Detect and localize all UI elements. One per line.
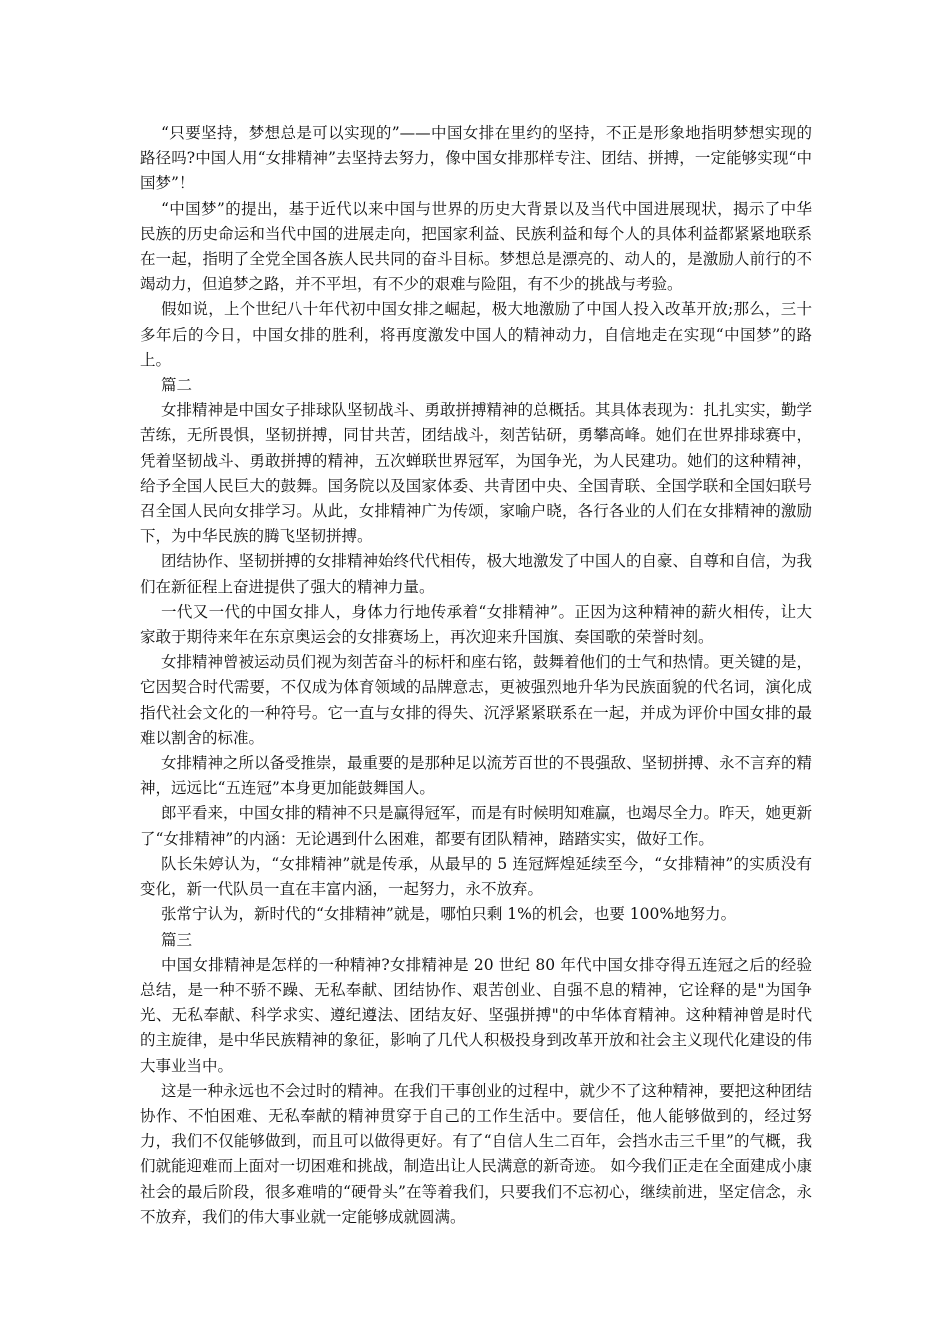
paragraph: 队长朱婷认为，“女排精神”就是传承，从最早的 5 连冠辉煌延续至今，“女排精神”的实质没有变化，新一代队员一直在丰富内涵，一起努力，永不放弃。 (140, 854, 812, 899)
paragraph: 团结协作、坚韧拼搏的女排精神始终代代相传，极大地激发了中国人的自豪、自尊和自信，为我们在新征程上奋进提供了强大的精神力量。 (140, 552, 813, 596)
document-body (140, 121, 812, 1230)
paragraph: “中国梦”的提出，基于近代以来中国与世界的历史大背景以及当代中国进展现状，揭示了中华民族的历史命运和当代中国的进展走向，把国家利益、民族利益和每个人的具体利益都紧紧地联系在一起，指明了全党全国各族人民共同的奋斗目标。梦想总是漂亮的、动人的，是激励人前行的不竭动力，但追梦之路，并不平坦，有不少的艰难与险阻，有不少的挑战与考验。 (140, 199, 812, 294)
paragraph: 张常宁认为，新时代的“女排精神”就是，哪怕只剩 1%的机会，也要 100%地努力。 (161, 905, 737, 924)
paragraph: 中国女排精神是怎样的一种精神?女排精神是 20 世纪 80 年代中国女排夺得五连冠之后的经验总结，是一种不骄不躁、无私奉献、团结协作、艰苦创业、自强不息的精神，它诠释的是"为国争光、无私奉献、科学求实、遵纪遵法、团结友好、坚强拼搏"的中华体育精神。这种精神曾是时代的主旋律，是中华民族精神的象征，影响了几代人积极投身到改革开放和社会主义现代化建设的伟大事业当中。 (140, 955, 812, 1075)
paragraph: “只要坚持，梦想总是可以实现的”——中国女排在里约的坚持，不正是形象地指明梦想实现的路径吗?中国人用“女排精神”去坚持去努力，像中国女排那样专注、团结、拼搏，一定能够实现“中国梦”！ (140, 124, 812, 193)
section-heading: 篇二 (161, 376, 193, 395)
paragraph: 郎平看来，中国女排的精神不只是赢得冠军，而是有时候明知难赢，也竭尽全力。昨天，她更新了“女排精神”的内涵：无论遇到什么困难，都要有团队精神，踏踏实实，做好工作。 (140, 804, 813, 848)
paragraph: 一代又一代的中国女排人，身体力行地传承着“女排精神”。正因为这种精神的薪火相传，让大家敢于期待来年在东京奥运会的女排赛场上，再次迎来升国旗、奏国歌的荣誉时刻。 (140, 602, 812, 647)
paragraph: 这是一种永远也不会过时的精神。在我们干事创业的过程中，就少不了这种精神，要把这种团结协作、不怕困难、无私奉献的精神贯穿于自己的工作生活中。要信任，他人能够做到的，经过努力，我们不仅能够做到，而且可以做得更好。有了“自信人生二百年，会挡水击三千里”的气概，我们就能迎难而上面对一切困难和挑战，制造出让人民满意的新奇迹。 如今我们正走在全面建成小康社会的最后阶段，很多难啃的“硬骨头”在等着我们，只要我们不忘初心，继续前进，坚定信念，永不放弃，我们的伟大事业就一定能够成就圆满。 (140, 1081, 813, 1226)
section-heading: 篇三 (161, 930, 193, 949)
paragraph: 女排精神曾被运动员们视为刻苦奋斗的标杆和座右铭，鼓舞着他们的士气和热情。更关键的是，它因契合时代需要，不仅成为体育领域的品牌意志，更被强烈地升华为民族面貌的代名词，演化成指代社会文化的一种符号。它一直与女排的得失、沉浮紧紧联系在一起，并成为评价中国女排的最难以割舍的标准。 (140, 653, 813, 747)
paragraph: 假如说，上个世纪八十年代初中国女排之崛起，极大地激励了中国人投入改革开放;那么，三十多年后的今日，中国女排的胜利，将再度激发中国人的精神动力，自信地走在实现“中国梦”的路上。 (140, 300, 812, 369)
paragraph: 女排精神之所以备受推崇，最重要的是那种足以流芳百世的不畏强敌、坚韧拼搏、永不言弃的精神，远远比“五连冠”本身更加能鼓舞国人。 (140, 754, 813, 798)
paragraph: 女排精神是中国女子排球队坚韧战斗、勇敢拼搏精神的总概括。其具体表现为：扎扎实实，勤学苦练，无所畏惧，坚韧拼搏，同甘共苦，团结战斗，刻苦钻研，勇攀高峰。她们在世界排球赛中，凭着坚韧战斗、勇敢拼搏的精神，五次蝉联世界冠军，为国争光，为人民建功。她们的这种精神，给予全国人民巨大的鼓舞。国务院以及国家体委、共青团中央、全国青联、全国学联和全国妇联号召全国人民向女排学习。从此，女排精神广为传颂，家喻户晓，各行各业的人们在女排精神的激励下，为中华民族的腾飞坚韧拼搏。 (140, 401, 813, 546)
